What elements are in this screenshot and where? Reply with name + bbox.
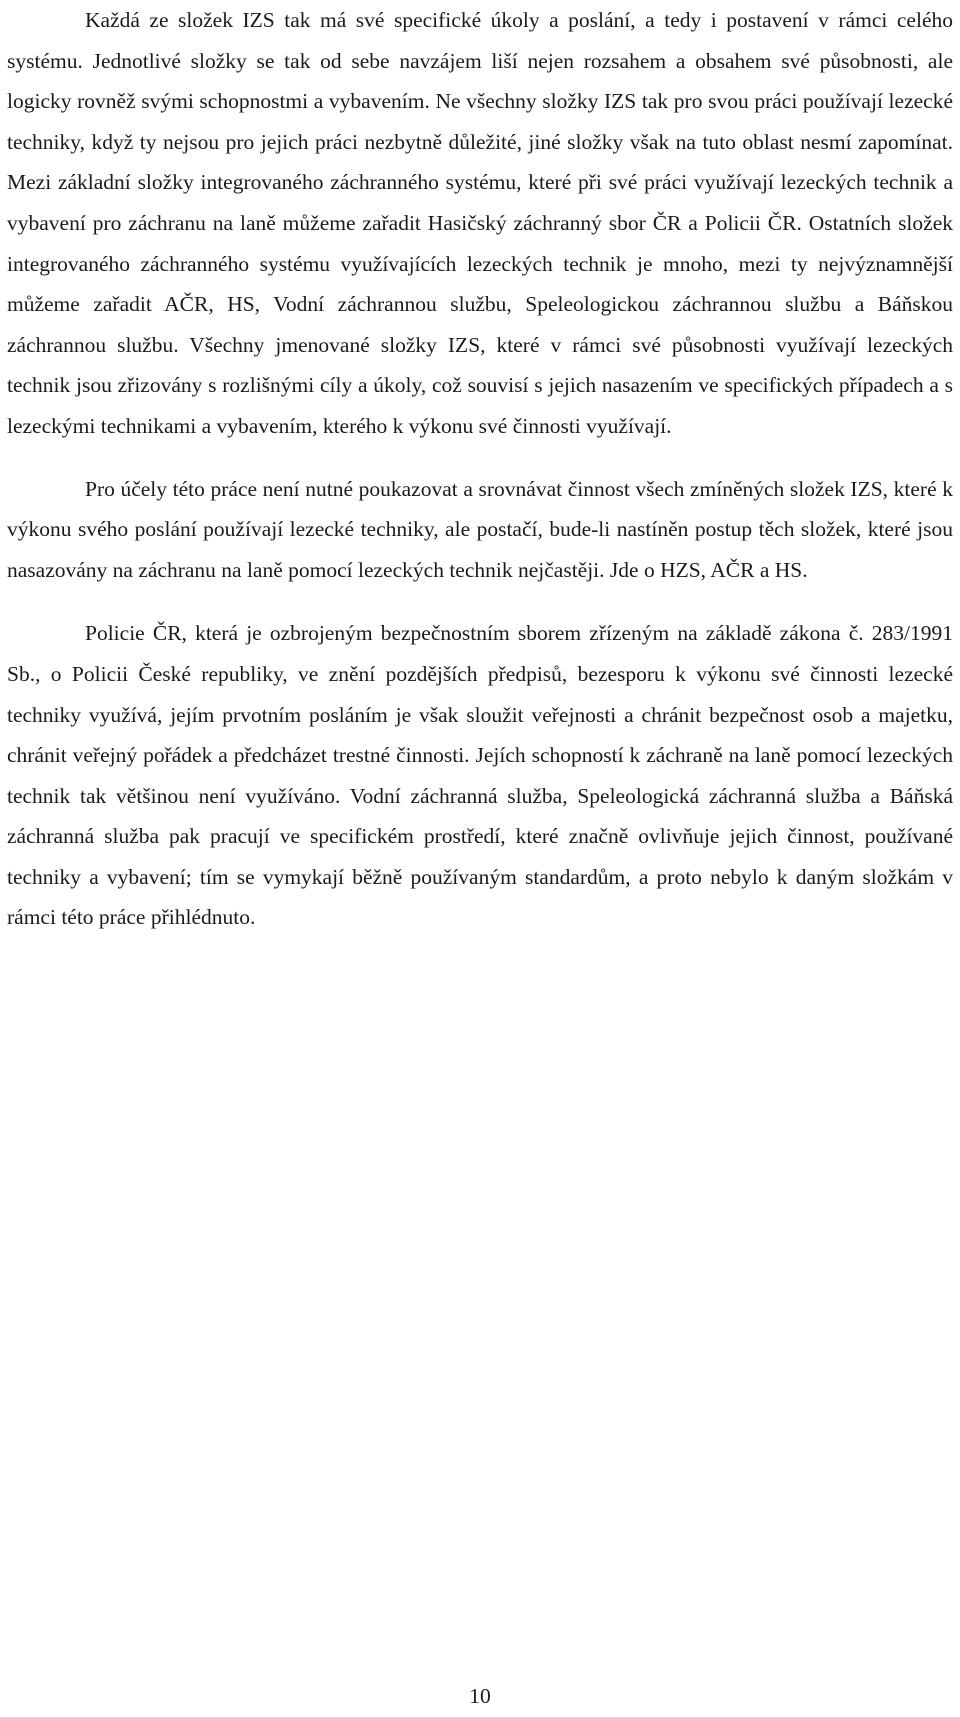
- page-body: [7, 0, 953, 938]
- paragraph-1: Každá ze složek IZS tak má své specifické úkoly a poslání, a tedy i postavení v rámci celého systému. Jednotlivé složky se tak od sebe navzájem liší nejen rozsahem a obsahem své působnosti, ale logicky rovněž svými schopnostmi a vybavením. Ne všechny složky IZS tak pro svou práci používají lezecké techniky, když ty nejsou pro jejich práci nezbytně důležité, jiné složky však na tuto oblast nesmí zapomínat. Mezi základní složky integrovaného záchranného systému, které při své práci využívají lezeckých technik a vybavení pro záchranu na laně můžeme zařadit Hasičský záchranný sbor ČR a Policii ČR. Ostatních složek integrovaného záchranného systému využívajících lezeckých technik je mnoho, mezi ty nejvýznamnější můžeme zařadit AČR, HS, Vodní záchrannou službu, Speleologickou záchrannou službu a Báňskou záchrannou službu. Všechny jmenované složky IZS, které v rámci své působnosti využívají lezeckých technik jsou zřizovány s rozlišnými cíly a úkoly, což souvisí s jejich nasazením ve specifických případech a s lezeckými technikami a vybavením, kterého k výkonu své činnosti využívají.: [7, 8, 953, 438]
- page-number: 10: [469, 1684, 491, 1708]
- paragraph-3: Policie ČR, která je ozbrojeným bezpečnostním sborem zřízeným na základě zákona č. 283/1991 Sb., o Policii České republiky, ve znění pozdějších předpisů, bezesporu k výkonu své činnosti lezecké techniky využívá, jejím prvotním posláním je však sloužit veřejnosti a chránit bezpečnost osob a majetku, chránit veřejný pořádek a předcházet trestné činnosti. Jejích schopností k záchraně na laně pomocí lezeckých technik tak většinou není využíváno. Vodní záchranná služba, Speleologická záchranná služba a Báňská záchranná služba pak pracují ve specifickém prostředí, které značně ovlivňuje jejich činnost, používané techniky a vybavení; tím se vymykají běžně používaným standardům, a proto nebylo k daným složkám v rámci této práce přihlédnuto.: [7, 621, 953, 930]
- paragraph-2: Pro účely této práce není nutné poukazovat a srovnávat činnost všech zmíněných složek IZS, které k výkonu svého poslání používají lezecké techniky, ale postačí, bude-li nastíněn postup těch složek, které jsou nasazovány na záchranu na laně pomocí lezeckých technik nejčastěji. Jde o HZS, AČR a HS.: [7, 476, 953, 582]
